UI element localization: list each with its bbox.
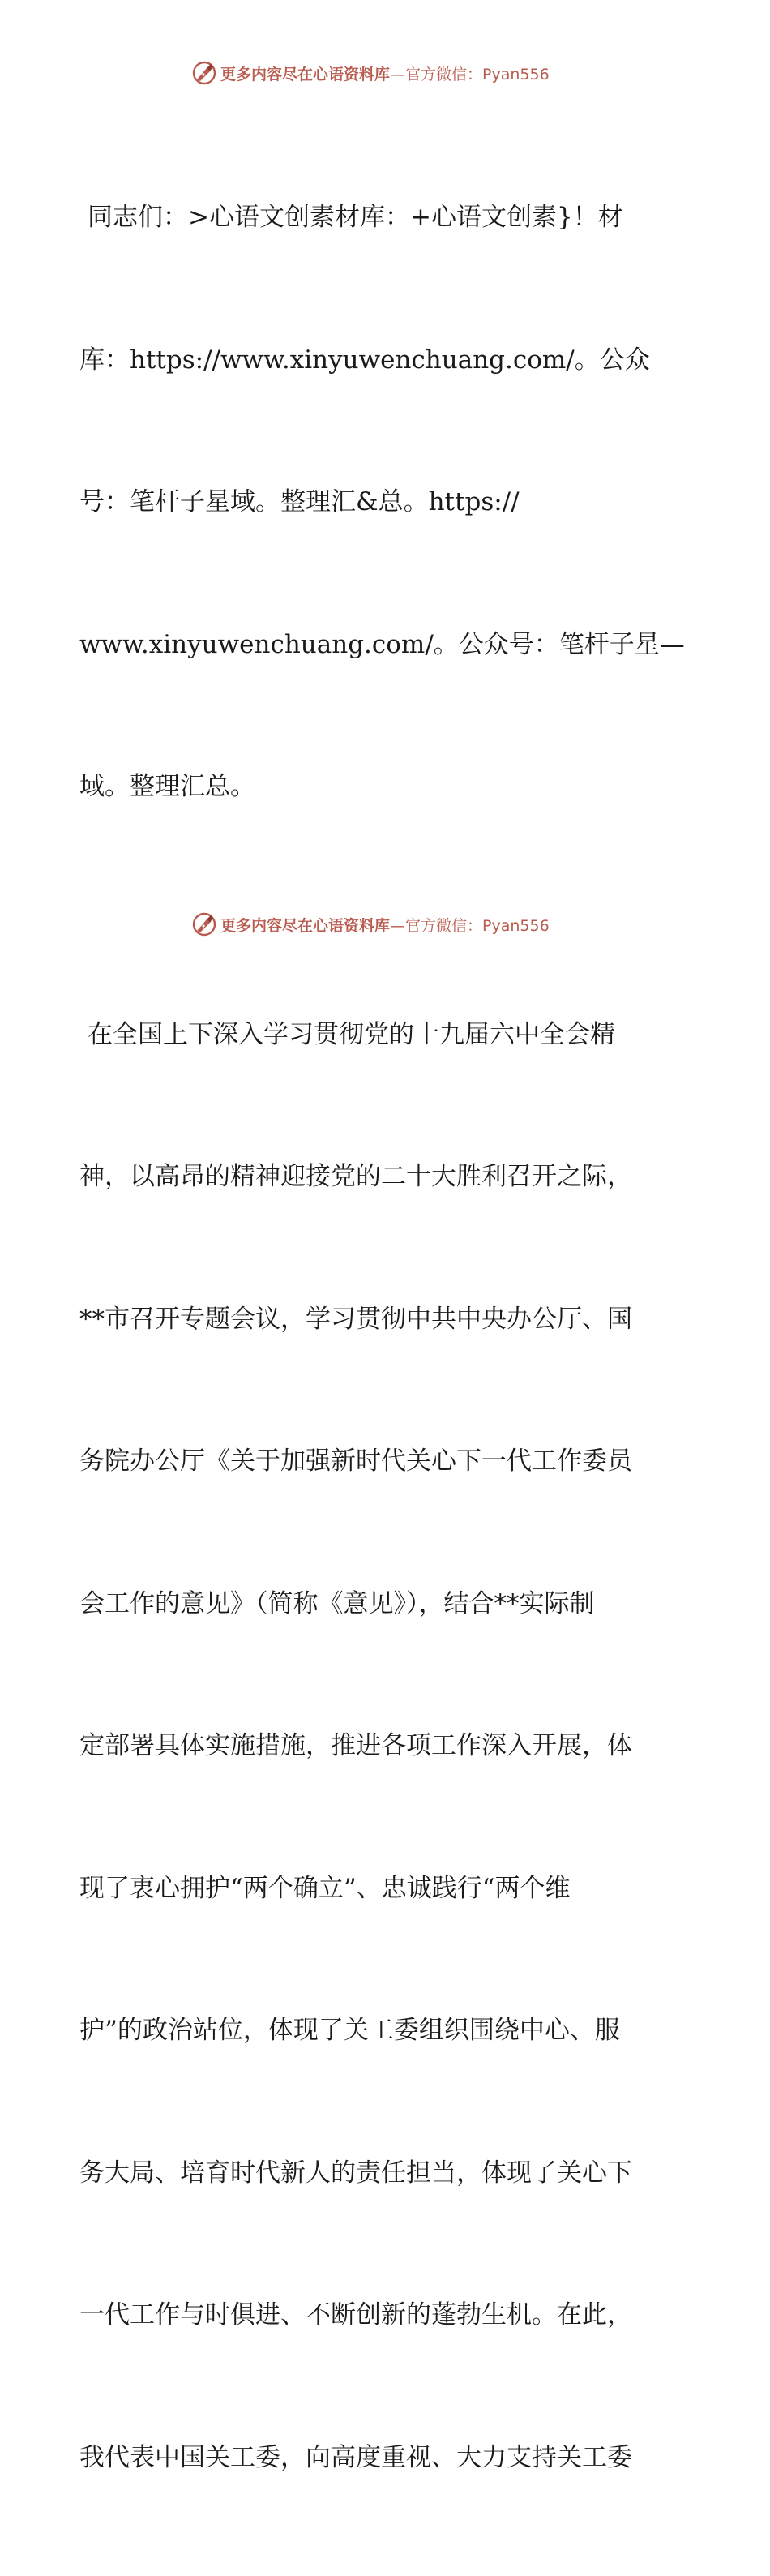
text-line: 一代工作与时俱进、不断创新的蓬勃生机。在此，: [79, 2291, 695, 2339]
text-line: 域。整理汇总。: [79, 763, 695, 811]
text-line: 号：笔杆子星域。整理汇&总。https://: [79, 478, 695, 526]
paragraph-intro: [79, 99, 695, 906]
text-line: 会工作的意见》（简称《意见》），结合**实际制: [79, 1580, 695, 1628]
footer-wechat-id: Pyan556: [482, 917, 550, 935]
paragraph-main: [79, 916, 695, 2576]
pen-nib-logo-icon: [191, 60, 217, 86]
text-line: 我代表中国关工委，向高度重视、大力支持关工委: [79, 2434, 695, 2482]
text-line: www.xinyuwenchuang.com/。公众号：笔杆子星—: [79, 621, 695, 669]
footer-banner-title: 更多内容尽在心语资料库: [220, 917, 390, 935]
header-wechat-id: Pyan556: [482, 66, 550, 84]
text-line: 务院办公厅《关于加强新时代关心下一代工作委员: [79, 1438, 695, 1485]
text-line: 在全国上下深入学习贯彻党的十九届六中全会精: [88, 1011, 695, 1059]
footer-wechat-label: 官方微信：: [405, 917, 482, 935]
document-body: [79, 99, 695, 2576]
text-line: **市召开专题会议，学习贯彻中共中央办公厅、国: [79, 1296, 695, 1344]
text-line: 务大局、培育时代新人的责任担当，体现了关心下: [79, 2150, 695, 2197]
text-line: 护”的政治站位，体现了关工委组织围绕中心、服: [79, 2007, 695, 2055]
text-line: 同志们：>心语文创素材库：+心语文创素}！材: [88, 194, 695, 242]
footer-banner-text: [220, 914, 550, 936]
header-banner: [191, 59, 550, 87]
header-wechat-label: 官方微信：: [405, 66, 482, 84]
text-line: 定部署具体实施措施，推进各项工作深入开展，体: [79, 1722, 695, 1770]
header-banner-text: [220, 62, 550, 84]
text-line: 神，以高昂的精神迎接党的二十大胜利召开之际，: [79, 1153, 695, 1201]
pen-nib-logo-icon: [191, 911, 217, 937]
text-line: 库：https://www.xinyuwenchuang.com/。公众: [79, 336, 695, 384]
text-line: 现了衷心拥护“两个确立”、忠诚践行“两个维: [79, 1865, 695, 1913]
header-banner-title: 更多内容尽在心语资料库: [220, 66, 390, 84]
footer-banner-dash: —: [390, 917, 405, 935]
header-banner-dash: —: [390, 66, 405, 84]
footer-banner: [191, 911, 550, 938]
